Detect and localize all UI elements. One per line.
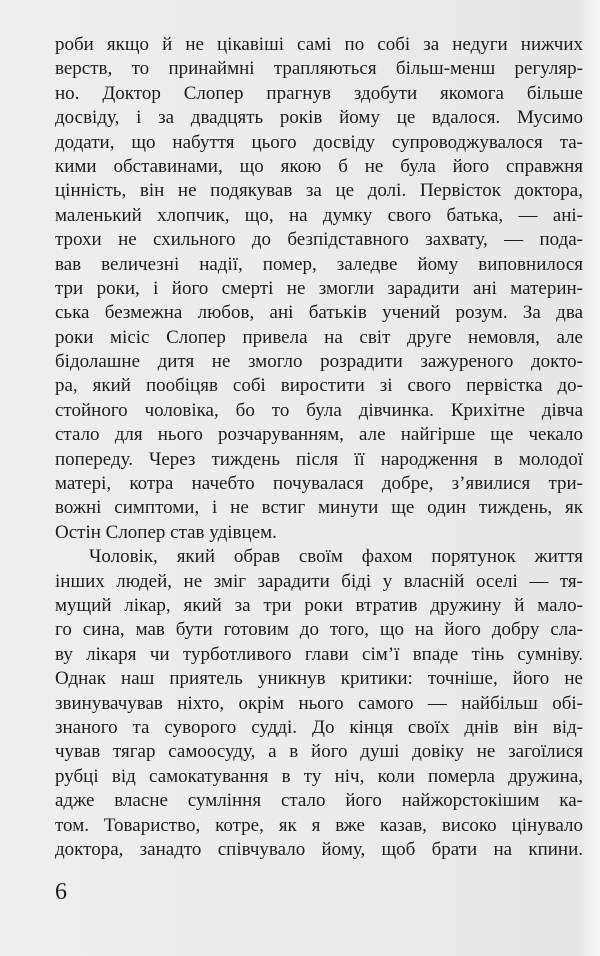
body-text bbox=[55, 33, 583, 862]
text-line: матері, котра начебто почувалася добре, з’явилися три- bbox=[55, 473, 583, 495]
text-line: но. Доктор Слопер прагнув здобути якомога більше bbox=[55, 82, 583, 104]
text-line: доктора, занадто співчувало йому, щоб брати на кпини. bbox=[55, 838, 583, 860]
text-line: вав величезні надії, помер, заледве йому виповнилося bbox=[55, 253, 583, 275]
text-line: роби якщо й не цікавіші самі по собі за недуги нижчих bbox=[55, 34, 583, 55]
text-line: том. Товариство, котре, як я вже казав, високо цінувало bbox=[55, 814, 583, 836]
text-line: цінність, він не подякував за це долі. Первісток доктора, bbox=[55, 180, 583, 202]
text-line: інших людей, не зміг зарадити біді у власній оселі — тя- bbox=[55, 570, 583, 592]
text-line: стойного чоловіка, бо то була дівчинка. Крихітне дівча bbox=[55, 399, 583, 421]
page-number: 6 bbox=[55, 879, 67, 905]
text-line: роки місіс Слопер привела на світ друге немовля, але bbox=[55, 326, 583, 348]
text-line: чував тягар самоосуду, а в його душі довіку не загоїлися bbox=[55, 741, 583, 763]
text-line: рубці від самокатування в ту ніч, коли померла дружина, bbox=[55, 765, 583, 787]
text-line: Остін Слопер став удівцем. bbox=[55, 521, 277, 543]
text-line: додати, що набуття цього досвіду супроводжувалося та- bbox=[55, 131, 583, 153]
text-line: ра, який пообіцяв собі виростити зі свого первістка до- bbox=[55, 375, 583, 397]
text-line: кими обставинами, що якою б не була його справжня bbox=[55, 155, 583, 177]
text-line: ська безмежна любов, ані батьків учений розум. За два bbox=[55, 302, 583, 324]
text-line: вожні симптоми, і не встиг минути ще один тиждень, як bbox=[55, 497, 583, 519]
text-line: попереду. Через тиждень після її народження в молодої bbox=[55, 448, 583, 470]
text-line: бідолашне дитя не змогло розрадити зажуреного докто- bbox=[55, 351, 583, 373]
text-line: звинувачував ніхто, окрім нього самого — найбільш обі- bbox=[55, 692, 583, 714]
text-line: три роки, і його смерті не змогли зарадити ані материн- bbox=[55, 277, 583, 299]
text-line: мущий лікар, який за три роки втратив дружину й мало- bbox=[55, 594, 583, 616]
text-line: ву лікаря чи турботливого глави сім’ї впаде тінь сумніву. bbox=[55, 643, 583, 665]
text-line: досвіду, і за двадцять років йому це вдалося. Мусимо bbox=[55, 107, 583, 129]
text-line: стало для нього розчаруванням, але найгірше ще чекало bbox=[55, 424, 583, 446]
text-line: трохи не схильного до безпідставного захвату, — пода- bbox=[55, 229, 583, 251]
text-line: адже власне сумління стало його найжорстокішим ка- bbox=[55, 790, 583, 812]
text-line: Однак наш приятель уникнув критики: точніше, його не bbox=[55, 668, 583, 690]
text-line: маленький хлопчик, що, на думку свого батька, — ані- bbox=[55, 204, 583, 226]
text-line: Чоловік, який обрав своїм фахом порятунок життя bbox=[89, 546, 583, 568]
text-line: верств, то принаймні трапляються більш-менш регуляр- bbox=[55, 58, 583, 80]
text-line: го сина, мав бути готовим до того, що на його добру сла- bbox=[55, 619, 583, 641]
text-line: знаного та суворого судді. До кінця своїх днів він від- bbox=[55, 716, 583, 738]
